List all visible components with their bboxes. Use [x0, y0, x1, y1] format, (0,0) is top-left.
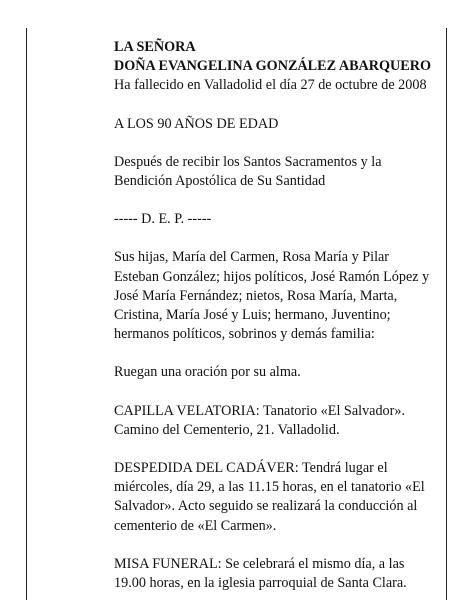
family-line-4: Cristina, María José y Luis; hermano, Juventino;: [114, 307, 391, 324]
left-border-line: [26, 28, 27, 600]
death-line: Ha fallecido en Valladolid el día 27 de octubre de 2008: [114, 77, 427, 94]
chapel-line-1: CAPILLA VELATORIA: Tanatorio «El Salvador».: [114, 402, 406, 419]
sacraments-line-1: Después de recibir los Santos Sacramentos y la: [114, 153, 382, 170]
family-line-3: José María Fernández; nietos, Rosa María, Marta,: [114, 287, 398, 304]
prayer-line: Ruegan una oración por su alma.: [114, 364, 301, 381]
heading: LA SEÑORA: [114, 39, 196, 55]
farewell-line-4: cementerio de «El Carmen».: [114, 517, 277, 534]
family-line-2: Esteban González; hijos políticos, José Ramón López y: [114, 268, 430, 285]
farewell-line-1: DESPEDIDA DEL CADÁVER: Tendrá lugar el: [114, 460, 388, 477]
age-line: A LOS 90 AÑOS DE EDAD: [114, 115, 279, 132]
mass-line-1: MISA FUNERAL: Se celebrará el mismo día, a las: [114, 555, 405, 572]
obituary-text: [114, 38, 446, 593]
deceased-name: DOÑA EVANGELINA GONZÁLEZ ABARQUERO: [114, 58, 432, 75]
family-line-1: Sus hijas, María del Carmen, Rosa María y Pilar: [114, 249, 390, 266]
mass-line-2: 19.00 horas, en la iglesia parroquial de Santa Clara.: [114, 575, 407, 592]
chapel-line-2: Camino del Cementerio, 21. Valladolid.: [114, 421, 340, 438]
farewell-line-2: miércoles, día 29, a las 11.15 horas, en el tanatorio «El: [114, 479, 425, 496]
rip-line: ----- D. E. P. -----: [114, 211, 212, 228]
farewell-line-3: Salvador». Acto seguido se realizará la conducción al: [114, 498, 418, 515]
sacraments-line-2: Bendición Apostólica de Su Santidad: [114, 173, 326, 190]
family-line-5: hermanos políticos, sobrinos y demás familia:: [114, 326, 375, 343]
right-border-line: [446, 28, 447, 600]
